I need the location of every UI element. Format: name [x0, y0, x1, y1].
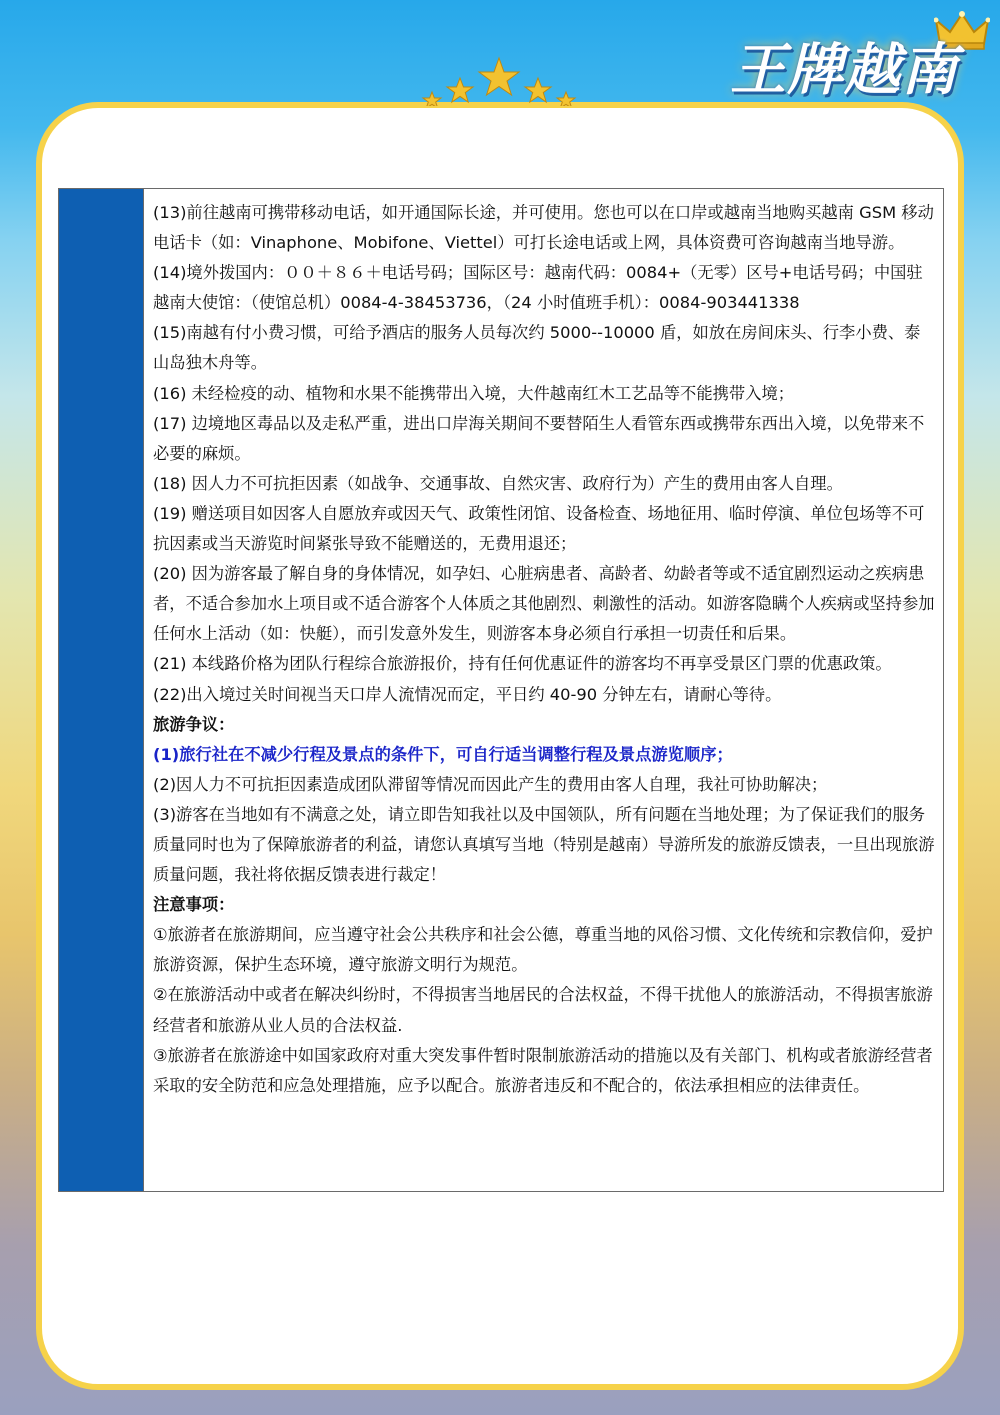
- note-14: (14)境外拨国内：００＋８６＋电话号码；国际区号：越南代码：0084+（无零）区号+电话号码；中国驻越南大使馆：（使馆总机）0084-4-38453736，（24 小时值班手机）：0084-903441338: [153, 263, 923, 313]
- dispute-heading: 旅游争议：: [153, 714, 235, 734]
- note-21: (21) 本线路价格为团队行程综合旅游报价，持有任何优惠证件的游客均不再享受景区门票的优惠政策。: [153, 654, 892, 674]
- note-15: (15)南越有付小费习惯，可给予酒店的服务人员每次约 5000--10000 盾，如放在房间床头、行李小费、泰山岛独木舟等。: [153, 323, 921, 373]
- notice-item-1: ①旅游者在旅游期间，应当遵守社会公共秩序和社会公德，尊重当地的风俗习惯、文化传统和宗教信仰，爱护旅游资源，保护生态环境，遵守旅游文明行为规范。: [153, 925, 933, 975]
- star-icon: [479, 58, 519, 95]
- dispute-item-1: (1)旅行社在不减少行程及景点的条件下，可自行适当调整行程及景点游览顺序；: [153, 744, 733, 764]
- star-icon: [525, 78, 551, 102]
- note-13: (13)前往越南可携带移动电话，如开通国际长途，并可使用。您也可以在口岸或越南当地购买越南 GSM 移动电话卡（如：Vinaphone、Mobifone、Viettel）可打长途电话或上网，具体资费可咨询越南当地导游。: [153, 203, 934, 253]
- dispute-item-2: (2)因人力不可抗拒因素造成团队滞留等情况而因此产生的费用由客人自理，我社可协助解决；: [153, 774, 828, 794]
- stars-decoration: [418, 56, 580, 106]
- logo-text: 王牌越南: [730, 37, 958, 103]
- note-17: (17) 边境地区毒品以及走私严重，进出口岸海关期间不要替陌生人看管东西或携带东西出入境，以免带来不必要的麻烦。: [153, 413, 925, 463]
- note-22: (22)出入境过关时间视当天口岸人流情况而定，平日约 40-90 分钟左右，请耐心等待。: [153, 684, 782, 704]
- notice-item-3: ③旅游者在旅游途中如国家政府对重大突发事件暂时限制旅游活动的措施以及有关部门、机构或者旅游经营者采取的安全防范和应急处理措施，应予以配合。旅游者违反和不配合的，依法承担相应的法律责任。: [153, 1045, 933, 1095]
- side-bar: [59, 189, 144, 1191]
- note-20: (20) 因为游客最了解自身的身体情况，如孕妇、心脏病患者、高龄者、幼龄者等或不适宜剧烈运动之疾病患者，不适合参加水上项目或不适合游客个人体质之其他剧烈、刺激性的活动。如游客隐瞒个人疾病或坚持参加任何水上活动（如：快艇），而引发意外发生，则游客本身必须自行承担一切责任和后果。: [153, 564, 935, 644]
- notice-heading: 注意事项：: [153, 895, 235, 915]
- notice-item-2: ②在旅游活动中或者在解决纠纷时，不得损害当地居民的合法权益，不得干扰他人的旅游活动，不得损害旅游经营者和旅游从业人员的合法权益.: [153, 985, 933, 1035]
- dispute-item-3: (3)游客在当地如有不满意之处，请立即告知我社以及中国领队，所有问题在当地处理；为了保证我们的服务质量同时也为了保障旅游者的利益，请您认真填写当地（特别是越南）导游所发的旅游反馈表，一旦出现旅游质量问题，我社将依据反馈表进行裁定！: [153, 804, 935, 885]
- notes-text: [144, 189, 943, 1191]
- note-16: (16) 未经检疫的动、植物和水果不能携带出入境，大件越南红木工艺品等不能携带入境；: [153, 383, 795, 403]
- note-19: (19) 赠送项目如因客人自愿放弃或因天气、政策性闭馆、设备检查、场地征用、临时停演、单位包场等不可抗因素或当天游览时间紧张导致不能赠送的，无费用退还；: [153, 503, 925, 554]
- brand-logo: [722, 10, 990, 118]
- star-icon: [557, 92, 575, 106]
- notes-table: [58, 188, 944, 1192]
- note-18: (18) 因人力不可抗拒因素（如战争、交通事故、自然灾害、政府行为）产生的费用由客人自理。: [153, 473, 843, 493]
- star-icon: [423, 92, 441, 106]
- star-icon: [447, 78, 473, 102]
